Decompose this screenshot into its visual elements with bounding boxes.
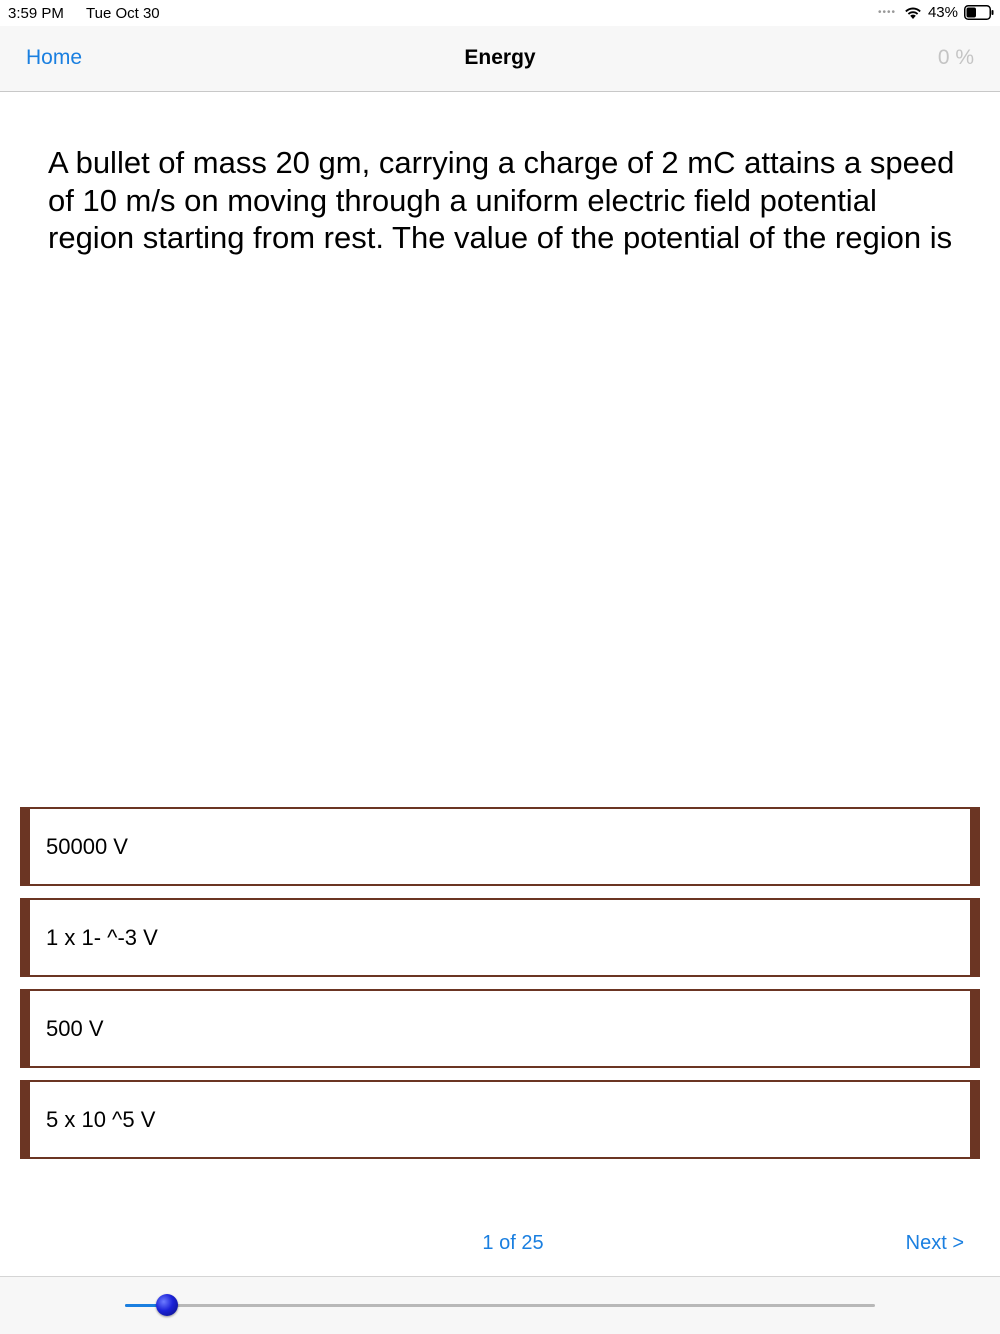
status-bar xyxy=(0,0,1000,26)
answer-option-4[interactable] xyxy=(20,1080,980,1159)
slider-thumb[interactable] xyxy=(156,1294,178,1316)
battery-icon xyxy=(964,5,994,20)
answer-label: 1 x 1- ^-3 V xyxy=(46,924,158,950)
answer-label: 50000 V xyxy=(46,833,128,859)
home-button[interactable]: Home xyxy=(26,46,83,69)
battery-percent: 43% xyxy=(927,4,958,21)
answer-list xyxy=(20,807,980,1171)
answer-label: 500 V xyxy=(46,1015,104,1041)
bottom-toolbar xyxy=(0,1276,1000,1334)
status-indicators xyxy=(878,4,994,21)
answer-label: 5 x 10 ^5 V xyxy=(46,1106,156,1132)
answer-option-3[interactable] xyxy=(20,989,980,1068)
navigation-bar xyxy=(0,26,1000,92)
page-title: Energy xyxy=(464,46,536,69)
answer-option-2[interactable] xyxy=(20,898,980,977)
signal-icon: •••• xyxy=(877,7,896,18)
question-text: A bullet of mass 20 gm, carrying a charge of 2 mC attains a speed of 10 m/s on moving through a uniform electric field potential region starting from rest. The value of the potential of the region is xyxy=(48,145,955,255)
status-date: Tue Oct 30 xyxy=(86,5,160,22)
status-time: 3:59 PM xyxy=(8,5,64,22)
next-button[interactable]: Next > xyxy=(905,1232,964,1254)
wifi-icon xyxy=(904,6,922,20)
answer-option-1[interactable] xyxy=(20,807,980,886)
progress-percent: 0 % xyxy=(937,46,974,69)
question-slider[interactable] xyxy=(125,1304,875,1307)
battery-fill xyxy=(967,8,977,18)
page-indicator: 1 of 25 xyxy=(482,1232,544,1254)
